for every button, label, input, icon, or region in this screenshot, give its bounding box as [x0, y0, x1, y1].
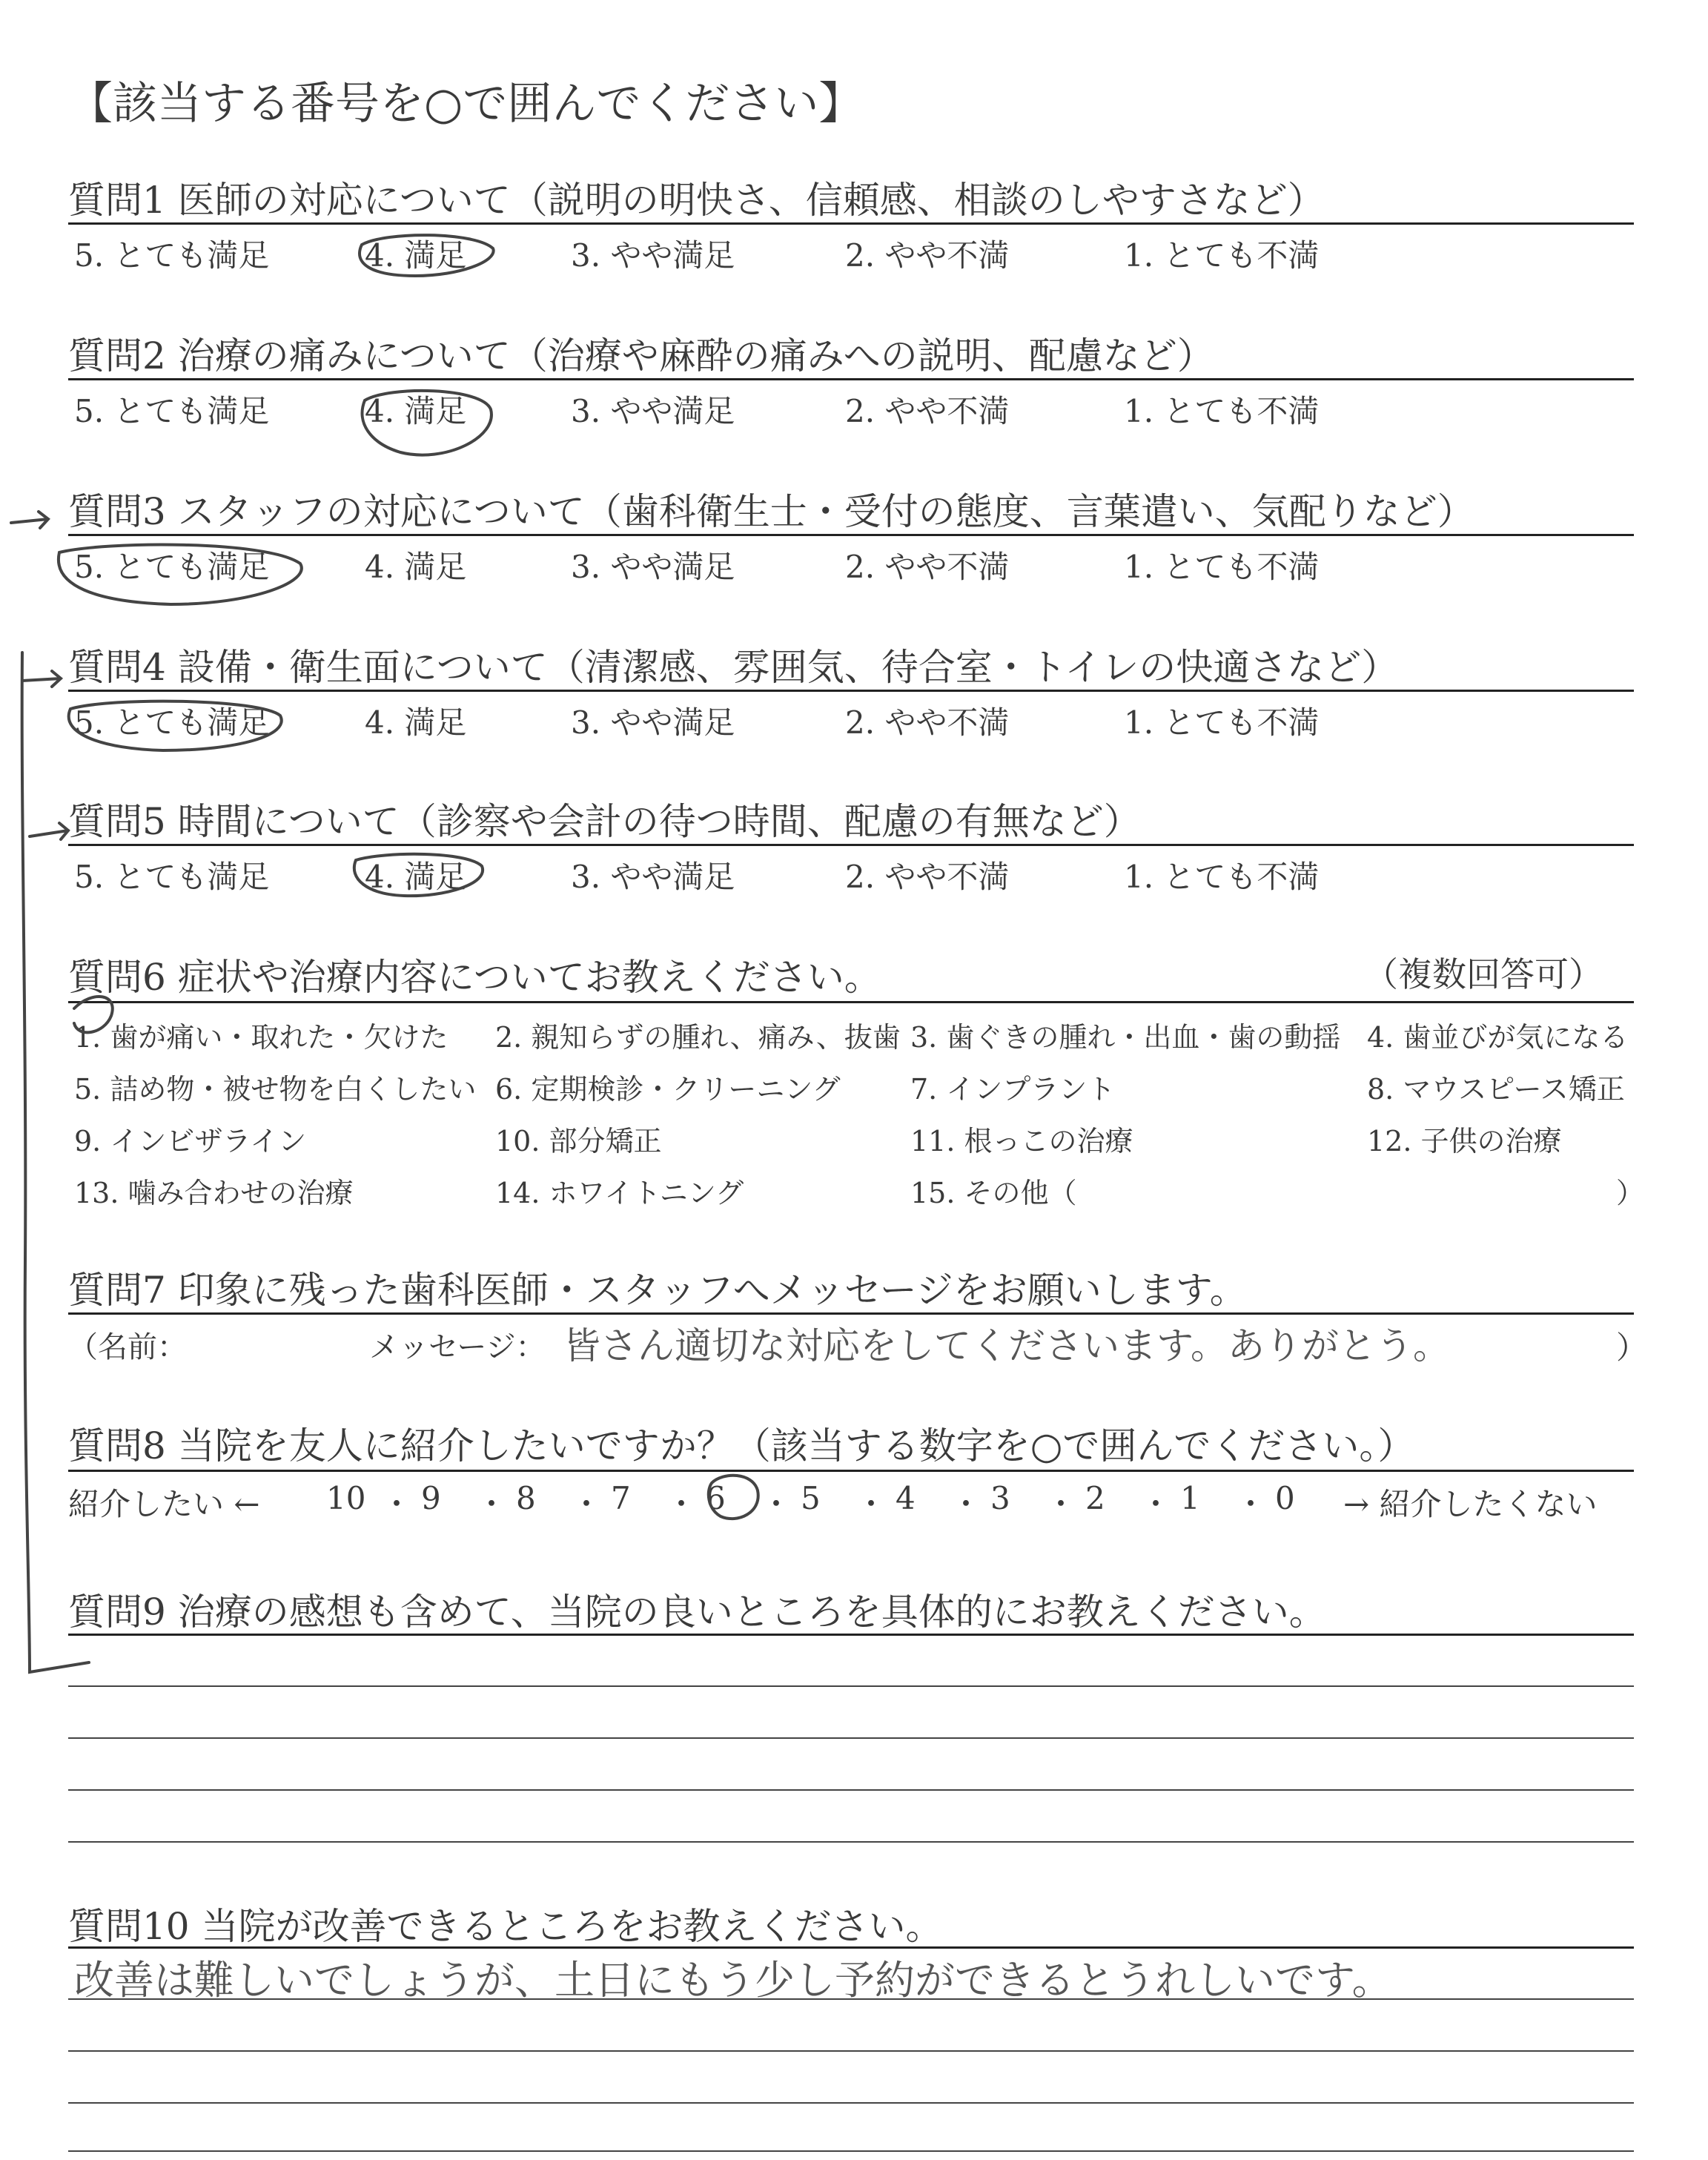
q8-number-10[interactable]: 10 — [326, 1480, 366, 1516]
q5-option-4[interactable]: 4. 満足 — [365, 859, 467, 895]
q8-left-label: 紹介したい ← — [68, 1486, 260, 1522]
q8-number-8[interactable]: 8 — [516, 1480, 536, 1516]
q8-number-3[interactable]: 3 — [990, 1480, 1010, 1516]
q8-title: 質問8 当院を友人に紹介したいですか？（該当する数字を○で囲んでください。） — [68, 1424, 1415, 1467]
pen-circle — [59, 545, 302, 604]
q6-option-12[interactable]: 12. 子供の治療 — [1367, 1125, 1562, 1157]
q8-separator: ・ — [381, 1486, 413, 1522]
q6-option-4[interactable]: 4. 歯並びが気になる — [1367, 1021, 1629, 1054]
q3-option-5[interactable]: 5. とても満足 — [74, 549, 270, 585]
q8-number-6[interactable]: 6 — [706, 1480, 726, 1516]
q6-option-6[interactable]: 6. 定期検診・クリーニング — [495, 1073, 841, 1106]
pen-circle — [69, 701, 282, 750]
q8-number-5[interactable]: 5 — [801, 1480, 821, 1516]
q1-option-4[interactable]: 4. 満足 — [365, 237, 467, 274]
q3-option-4[interactable]: 4. 満足 — [365, 549, 467, 585]
q8-separator: ・ — [950, 1486, 982, 1522]
q9-title: 質問9 治療の感想も含めて、当院の良いところを具体的にお教えください。 — [68, 1591, 1326, 1634]
q1-option-1[interactable]: 1. とても不満 — [1124, 237, 1320, 274]
q6-option-1[interactable]: 1. 歯が痛い・取れた・欠けた — [74, 1021, 448, 1054]
q8-number-4[interactable]: 4 — [896, 1480, 916, 1516]
q5-option-1[interactable]: 1. とても不満 — [1124, 859, 1320, 895]
q4-option-5[interactable]: 5. とても満足 — [74, 704, 270, 741]
q4-option-4[interactable]: 4. 満足 — [365, 704, 467, 741]
q3-option-1[interactable]: 1. とても不満 — [1124, 549, 1320, 585]
q10-title: 質問10 当院が改善できるところをお教えください。 — [68, 1905, 943, 1948]
q8-number-2[interactable]: 2 — [1085, 1480, 1105, 1516]
q6-option-10[interactable]: 10. 部分矯正 — [495, 1125, 662, 1157]
q2-option-5[interactable]: 5. とても満足 — [74, 393, 270, 429]
pen-arrow — [11, 512, 48, 528]
q6-option-9[interactable]: 9. インビザライン — [74, 1125, 307, 1157]
q2-option-4[interactable]: 4. 満足 — [365, 393, 467, 429]
pen-bracket — [22, 653, 89, 1672]
q4-title: 質問4 設備・衛生面について（清潔感、雰囲気、待合室・トイレの快適さなど） — [68, 646, 1399, 689]
q5-option-2[interactable]: 2. やや不満 — [845, 859, 1010, 895]
q5-option-5[interactable]: 5. とても満足 — [74, 859, 270, 895]
q8-number-0[interactable]: 0 — [1275, 1480, 1295, 1516]
q1-option-5[interactable]: 5. とても満足 — [74, 237, 270, 274]
q8-separator: ・ — [761, 1486, 792, 1522]
q7-message-label: メッセージ： — [369, 1330, 546, 1364]
q2-title: 質問2 治療の痛みについて（治療や麻酔の痛みへの説明、配慮など） — [68, 334, 1214, 377]
pen-circle — [74, 997, 113, 1032]
q6-option-15[interactable]: 15. その他（ — [910, 1177, 1077, 1209]
q1-option-2[interactable]: 2. やや不満 — [845, 237, 1010, 274]
q2-option-1[interactable]: 1. とても不満 — [1124, 393, 1320, 429]
q8-number-7[interactable]: 7 — [611, 1480, 631, 1516]
q8-separator: ・ — [855, 1486, 887, 1522]
q2-option-3[interactable]: 3. やや満足 — [571, 393, 735, 429]
q8-separator: ・ — [571, 1486, 603, 1522]
q8-separator: ・ — [1045, 1486, 1077, 1522]
q6-option-11[interactable]: 11. 根っこの治療 — [910, 1125, 1133, 1157]
q3-title: 質問3 スタッフの対応について（歯科衛生士・受付の態度、言葉遣い、気配りなど） — [68, 490, 1474, 533]
q8-separator: ・ — [476, 1486, 508, 1522]
q6-option-13[interactable]: 13. 噛み合わせの治療 — [74, 1177, 354, 1209]
pen-circle — [354, 854, 483, 896]
pen-arrow — [22, 671, 61, 687]
q4-option-3[interactable]: 3. やや満足 — [571, 704, 735, 741]
pen-circle — [360, 235, 494, 276]
pen-circle — [363, 391, 491, 455]
q6-option-8[interactable]: 8. マウスピース矯正 — [1367, 1073, 1625, 1106]
q6-option-2[interactable]: 2. 親知らずの腫れ、痛み、抜歯 — [495, 1021, 901, 1054]
q8-number-1[interactable]: 1 — [1180, 1480, 1200, 1516]
q7-name-label: （名前： — [68, 1330, 187, 1364]
q5-option-3[interactable]: 3. やや満足 — [571, 859, 735, 895]
q8-right-label: → 紹介したくない — [1343, 1486, 1598, 1522]
q8-separator: ・ — [1140, 1486, 1172, 1522]
q8-separator: ・ — [666, 1486, 698, 1522]
q7-title: 質問7 印象に残った歯科医師・スタッフへメッセージをお願いします。 — [68, 1269, 1247, 1312]
q4-option-2[interactable]: 2. やや不満 — [845, 704, 1010, 741]
q2-option-2[interactable]: 2. やや不満 — [845, 393, 1010, 429]
q3-option-2[interactable]: 2. やや不満 — [845, 549, 1010, 585]
q6-option-5[interactable]: 5. 詰め物・被せ物を白くしたい — [74, 1073, 477, 1106]
page-header: 【該当する番号を○で囲んでください】 — [68, 78, 864, 130]
q6-option-3[interactable]: 3. 歯ぐきの腫れ・出血・歯の動揺 — [910, 1021, 1341, 1054]
pen-circle — [709, 1476, 758, 1519]
q10-answer[interactable]: 改善は難しいでしょうが、土日にもう少し予約ができるとうれしいです。 — [74, 1957, 1392, 2004]
q8-separator: ・ — [1235, 1486, 1267, 1522]
q5-title: 質問5 時間について（診察や会計の待つ時間、配慮の有無など） — [68, 800, 1141, 843]
q7-close: ） — [1616, 1330, 1648, 1366]
q6-other-close: ） — [1616, 1177, 1645, 1209]
q6-note: （複数回答可） — [1364, 954, 1603, 994]
q4-option-1[interactable]: 1. とても不満 — [1124, 704, 1320, 741]
q1-option-3[interactable]: 3. やや満足 — [571, 237, 735, 274]
q3-option-3[interactable]: 3. やや満足 — [571, 549, 735, 585]
q6-option-7[interactable]: 7. インプラント — [910, 1073, 1116, 1106]
q6-title: 質問6 症状や治療内容についてお教えください。 — [68, 956, 881, 999]
q6-option-14[interactable]: 14. ホワイトニング — [495, 1177, 744, 1209]
q1-title: 質問1 医師の対応について（説明の明快さ、信頼感、相談のしやすさなど） — [68, 179, 1325, 222]
pen-arrow — [30, 823, 68, 839]
q7-message-answer[interactable]: 皆さん適切な対応をしてくださいます。ありがとう。 — [563, 1324, 1450, 1367]
q8-number-9[interactable]: 9 — [421, 1480, 441, 1516]
